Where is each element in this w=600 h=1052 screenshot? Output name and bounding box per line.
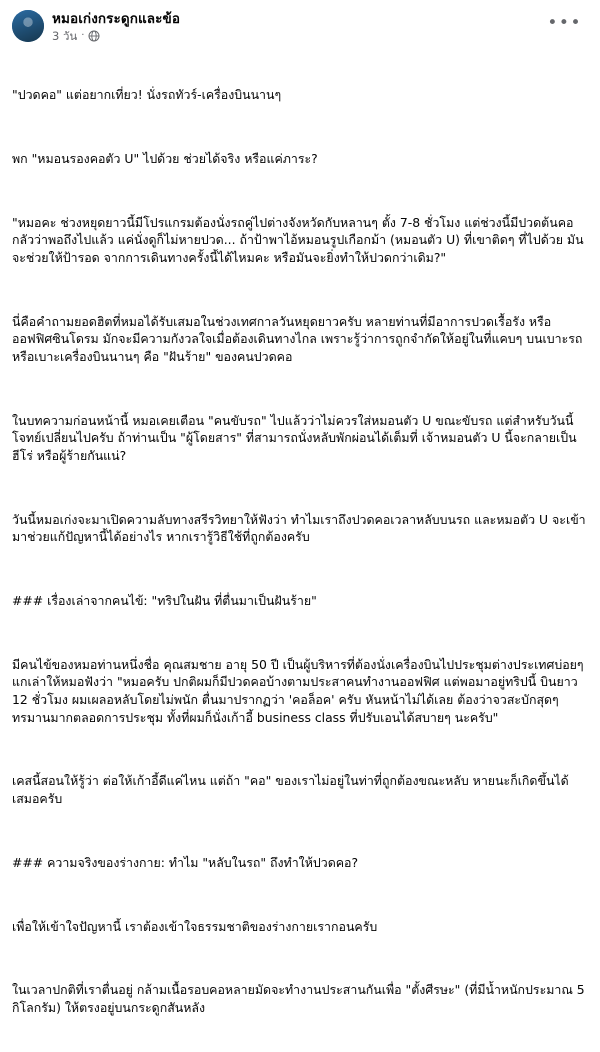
post-paragraph: "ปวดคอ" แต่อยากเที่ยว! นั่งรถทัวร์-เครื่องบินนานๆ: [12, 87, 282, 103]
post-paragraph: ในเวลาปกติที่เราตื่นอยู่ กล้ามเนื้อรอบคอหลายมัดจะทำงานประสานกันเพื่อ "ตั้งศีรษะ" (ที่มีน้ำหนักประมาณ 5 กิโลกรัม) ให้ตรงอยู่บนกระดูกสันหลัง: [12, 982, 589, 1015]
post-paragraph: ในบทความก่อนหน้านี้ หมอเคยเตือน "คนขับรถ" ไปแล้วว่าไม่ควรใส่หมอนตัว U ขณะขับรถ แต่สำหรับวันนี้ โจทย์เปลี่ยนไปครับ ถ้าท่านเป็น "ผู้โดยสาร" ที่สามารถนั่งหลับพักผ่อนได้เต็มที่ เจ้าหมอนตัว U นี้จะกลายเป็นฮีโร่ หรือผู้ร้ายกันแน่?: [12, 412, 578, 463]
post-paragraph: "หมอคะ ช่วงหยุดยาวนี้มีโปรแกรมต้องนั่งรถคู่ไปต่างจังหวัดกับหลานๆ ตั้ง 7-8 ชั่วโมง แต่ช่วงนี้มีปวดต้นคอ กลัวว่าพอถึงไปแล้ว แค่นั่งดูก็ไม่หายปวด... ถ้าป้าพาไอ้หมอนรูปเกือกม้า (หมอนตัว U) ที่เขาติดๆ ที่ไปด้วย มันจะช่วยให้ป้ารอด จากการเดินทางครั้งนี้ได้ไหมคะ หรือมันจะยิ่งทำให้ปวดกว่าเดิม?": [12, 214, 584, 265]
avatar[interactable]: [12, 10, 44, 42]
avatar-image: [12, 10, 44, 42]
post-paragraph: นี่คือคำถามยอดฮิตที่หมอได้รับเสมอในช่วงเทศกาลวันหยุดยาวครับ หลายท่านที่มีอาการปวดเรื้อรัง หรือออฟฟิศซินโดรม มักจะมีความกังวลใจเมื่อต้องเดินทางไกล เพราะรู้ว่าการถูกจำกัดให้อยู่ในที่แคบๆ บนเบาะรถหรือเบาะเครื่องบินนานๆ คือ "ฝันร้าย" ของคนปวดคอ: [12, 313, 583, 364]
post-timestamp[interactable]: 3 วัน: [52, 29, 78, 43]
more-options-icon[interactable]: •••: [547, 13, 582, 33]
post-paragraph: มีคนไข้ของหมอท่านหนึ่งชื่อ คุณสมชาย อายุ 50 ปี เป็นผู้บริหารที่ต้องนั่งเครื่องบินไปประชุมต่างประเทศบ่อยๆ แกเล่าให้หมอฟังว่า "หมอครับ ปกติผมก็มีปวดคอบ้างตามประสาคนทำงานออฟฟิศ แต่พอมาอยู่ทริปนี้ บินยาว 12 ชั่วโมง ผมเผลอหลับโดยไม่พนัก ตื่นมาปรากฏว่า 'คอล็อค' ครับ หันหน้าไม่ได้เลย ต้องว่าจวสะบักสุดๆ ทรมานมากตลอดการประชุม ทั้งที่ผมก็นั่งเก้าอี้ business class ที่ปรับเอนได้สบายๆ นะครับ": [12, 656, 588, 725]
post-paragraph: เพื่อให้เข้าใจปัญหานี้ เราต้องเข้าใจธรรมชาติของร่างกายเรากอนครับ: [12, 918, 378, 934]
post-header-text: [52, 10, 180, 43]
post-meta: [52, 29, 180, 43]
post-header: [12, 10, 588, 43]
post-paragraph: วันนี้หมอเก่งจะมาเปิดความลับทางสรีรวิทยาให้ฟังว่า ทำไมเราถึงปวดคอเวลาหลับบนรถ และหมอตัว U จะเข้ามาช่วยแก้ปัญหานี้ได้อย่างไร หากเรารู้วิธีใช้ที่ถูกต้องครับ: [12, 511, 586, 545]
meta-separator-dot: ·: [81, 30, 85, 41]
post-heading: ### เรื่องเล่าจากคนไข้: "ทริปในฝัน ที่ตื่นมาเป็นฝันร้าย": [12, 593, 317, 609]
post-heading: ### ความจริงของร่างกาย: ทำไม "หลับในรถ" ถึงทำให้ปวดคอ?: [12, 854, 359, 870]
post-paragraph: พก "หมอนรองคอตัว U" ไปด้วย ช่วยได้จริง หรือแค่ภาระ?: [12, 150, 318, 166]
globe-icon[interactable]: [88, 30, 100, 42]
post-paragraph: เคสนี้สอนให้รู้ว่า ต่อให้เก้าอี้ดีแค่ไหน แต่ถ้า "คอ" ของเราไม่อยู่ในท่าที่ถูกต้องขณะหลับ หายนะก็เกิดขึ้นได้เสมอครับ: [12, 773, 569, 806]
post-body: [12, 51, 588, 1052]
post-author-name[interactable]: หมอเก่งกระดูกและข้อ: [52, 11, 181, 27]
